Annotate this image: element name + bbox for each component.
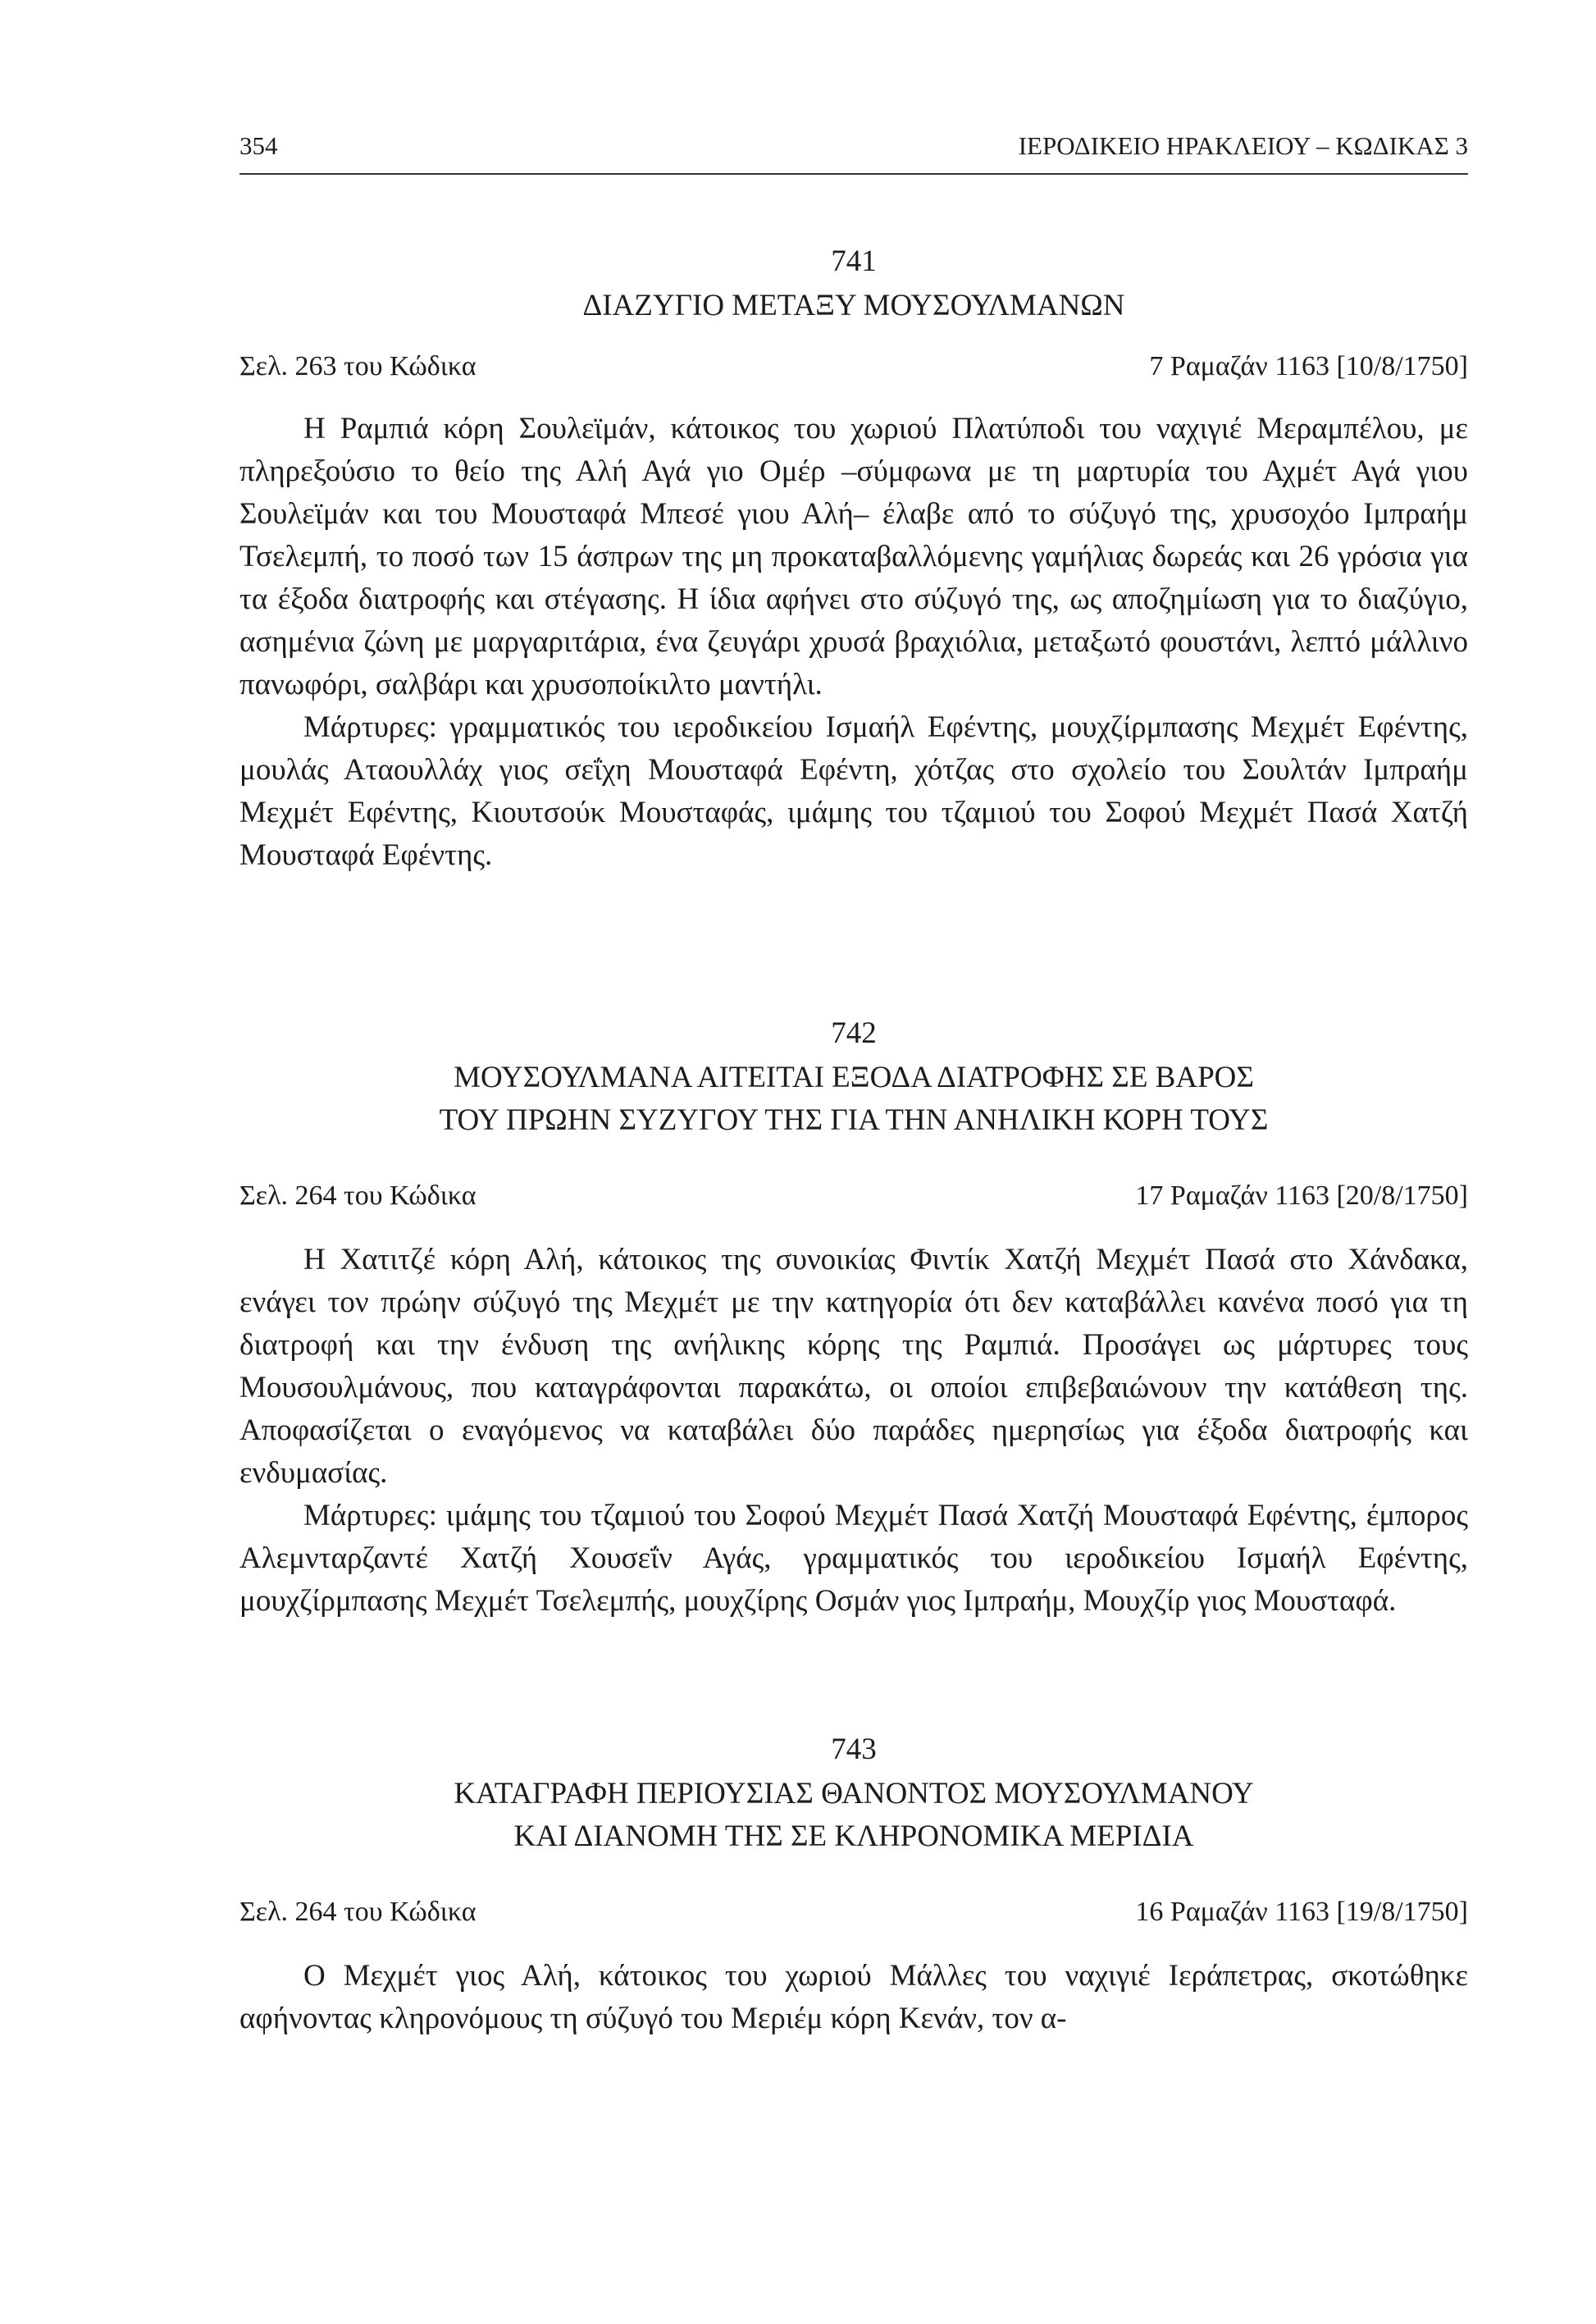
codex-page-reference: Σελ. 264 του Κώδικα bbox=[239, 1180, 477, 1211]
running-title: ΙΕΡΟΔΙΚΕΙΟ ΗΡΑΚΛΕΙΟΥ – ΚΩΔΙΚΑΣ 3 bbox=[1018, 131, 1468, 160]
entry-title: ΔΙΑΖΥΓΙΟ ΜΕΤΑΞΥ ΜΟΥΣΟΥΛΜΑΝΩΝ bbox=[582, 289, 1125, 322]
entry-meta bbox=[239, 1893, 1468, 1932]
codex-page-reference: Σελ. 264 του Κώδικα bbox=[239, 1897, 477, 1927]
entry-743 bbox=[239, 1728, 1468, 2040]
entry-number: 743 bbox=[831, 1733, 877, 1766]
entry-date: 7 Ραμαζάν 1163 [10/8/1750] bbox=[1149, 351, 1468, 381]
entry-body-paragraph: Η Ραμπιά κόρη Σουλεϊμάν, κάτοικος του χωριού Πλατύποδι του ναχιγιέ Μεραμπέλου, με πληρεξούσιο το θείο της Αλή Αγά γιο Ομέρ –σύμφωνα με τη μαρτυρία του Αχμέτ Αγά γιου Σουλεϊμάν και του Μουσταφά Μπεσέ γιου Αλή– έλαβε από το σύζυγό της, χρυσοχόο Ιμπραήμ Τσελεμπή, το ποσό των 15 άσπρων της μη προκαταβαλλόμενης γαμήλιας δωρεάς και 26 γρόσια για τα έξοδα διατροφής και στέγασης. Η ίδια αφήνει στο σύζυγό της, ως αποζημίωση για το διαζύγιο, ασημένια ζώνη με μαργαριτάρια, ένα ζευγάρι χρυσά βραχιόλια, μεταξωτό φουστάνι, λεπτό μάλλινο πανωφόρι, σαλβάρι και χρυσοποίκιλτο μαντήλι. bbox=[239, 412, 1468, 701]
witnesses-paragraph: Μάρτυρες: γραμματικός του ιεροδικείου Ισμαήλ Εφέντης, μουχζίρμπασης Μεχμέτ Εφέντης, μουλάς Αταουλλάχ γιος σεΐχη Μουσταφά Εφέντη, χότζας στο σχολείο του Σουλτάν Ιμπραήμ Μεχμέτ Εφέντης, Κιουτσούκ Μουσταφάς, ιμάμης του τζαμιού του Σοφού Μεχμέτ Πασά Χατζή Μουσταφά Εφέντης. bbox=[239, 710, 1468, 872]
entry-title-line-2: ΚΑΙ ΔΙΑΝΟΜΗ ΤΗΣ ΣΕ ΚΛΗΡΟΝΟΜΙΚΑ ΜΕΡΙΔΙΑ bbox=[513, 1819, 1194, 1853]
entry-title-line-1: ΚΑΤΑΓΡΑΦΗ ΠΕΡΙΟΥΣΙΑΣ ΘΑΝΟΝΤΟΣ ΜΟΥΣΟΥΛΜΑΝΟΥ bbox=[454, 1777, 1254, 1810]
page-header bbox=[239, 131, 1468, 161]
page-number: 354 bbox=[239, 131, 278, 160]
entry-number: 741 bbox=[831, 244, 877, 278]
entry-741 bbox=[239, 240, 1468, 877]
header-divider bbox=[239, 173, 1468, 175]
entry-742 bbox=[239, 1012, 1468, 1623]
entry-meta bbox=[239, 1176, 1468, 1216]
entry-number: 742 bbox=[831, 1016, 877, 1050]
entry-title-line-1: ΜΟΥΣΟΥΛΜΑΝΑ ΑΙΤΕΙΤΑΙ ΕΞΟΔΑ ΔΙΑΤΡΟΦΗΣ ΣΕ ΒΑΡΟΣ bbox=[454, 1061, 1254, 1094]
entry-body-paragraph: Η Χατιτζέ κόρη Αλή, κάτοικος της συνοικίας Φιντίκ Χατζή Μεχμέτ Πασά στο Χάνδακα, ενάγει τον πρώην σύζυγό της Μεχμέτ με την κατηγορία ότι δεν καταβάλλει κανένα ποσό για τη διατροφή και την ένδυση της ανήλικης κόρης της Ραμπιά. Προσάγει ως μάρτυρες τους Μουσουλμάνους, που καταγράφονται παρακάτω, οι οποίοι επιβεβαιώνουν την κατάθεση της. Αποφασίζεται ο εναγόμενος να καταβάλει δύο παράδες ημερησίως για έξοδα διατροφής και ενδυμασίας. bbox=[239, 1243, 1468, 1490]
witnesses-paragraph: Μάρτυρες: ιμάμης του τζαμιού του Σοφού Μεχμέτ Πασά Χατζή Μουσταφά Εφέντης, έμπορος Αλεμνταρζαντέ Χατζή Χουσεΐν Αγάς, γραμματικός του ιεροδικείου Ισμαήλ Εφέντης, μουχζίρμπασης Μεχμέτ Τσελεμπής, μουχζίρης Οσμάν γιος Ιμπραήμ, Μουχζίρ γιος Μουσταφά. bbox=[239, 1499, 1468, 1618]
codex-page-reference: Σελ. 263 του Κώδικα bbox=[239, 351, 477, 381]
entry-meta bbox=[239, 347, 1468, 386]
entry-date: 16 Ραμαζάν 1163 [19/8/1750] bbox=[1135, 1897, 1468, 1927]
entry-title-line-2: ΤΟΥ ΠΡΩΗΝ ΣΥΖΥΓΟΥ ΤΗΣ ΓΙΑ ΤΗΝ ΑΝΗΛΙΚΗ ΚΟΡΗ ΤΟΥΣ bbox=[439, 1103, 1269, 1137]
entry-body-paragraph: Ο Μεχμέτ γιος Αλή, κάτοικος του χωριού Μάλλες του ναχιγιέ Ιεράπετρας, σκοτώθηκε αφήνοντας κληρονόμους τη σύζυγό του Μεριέμ κόρη Κενάν, τον α- bbox=[239, 1959, 1468, 2035]
entry-date: 17 Ραμαζάν 1163 [20/8/1750] bbox=[1135, 1180, 1468, 1211]
